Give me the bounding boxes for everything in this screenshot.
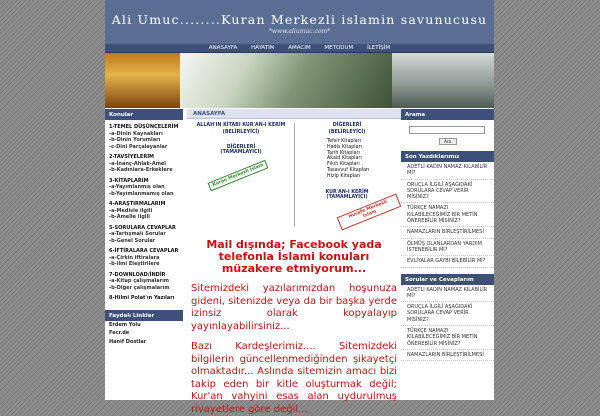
book-link[interactable]: Tasavvuf Kitapları [327,167,370,173]
topic-category [105,124,183,150]
stamp-hurafe-merkezli: Hurafe Merkezli İslam [337,194,402,231]
site-url[interactable]: *www.aliumuc.com* [268,28,331,35]
topic-category [105,154,183,174]
announcement-headline: Mail dışında; Facebook yada telefonla İslami konuları müzakere etmiyorum... [206,238,382,275]
category-link[interactable]: -a-Kitap çalışmalarım [109,278,169,284]
banner [105,53,494,108]
latest-post-link[interactable]: TÜRKÇE NAMAZI KILABİLECEĞİMİZ BİR METİN ÖNEREBİLİR MİSİNİZ? [401,203,494,227]
site-title[interactable]: Ali Umuc........Kuran Merkezli islamin savunucusu [111,12,488,27]
category-link[interactable]: -a-Tartışmalı Sorular [109,231,166,237]
book-right-title2: KUR'AN-I KERİM [325,189,369,195]
nav-metodum[interactable]: METODUM [324,45,354,51]
stamp-kuran-merkezli: Kuran Merkezli İslam [208,160,269,192]
book-link[interactable]: Akaid Kitapları [327,156,362,162]
latest-post-link[interactable]: NAMAZLARIN BİRLEŞTİRİLMESİ [401,227,494,238]
category-link[interactable]: -b-Diğer çalışmalarım [109,284,170,291]
qa-post-link[interactable]: ADETLİ KADIN NAMAZ KILABİLİR Mİ? [401,285,494,303]
paragraph-copy-permission: Sitemizdeki yazılarımızdan hoşunuza gideni, sitenizde veya da bir başka yerde izinsiz olarak kopyalayıp yayınlayabilirsiniz... [191,283,397,332]
books-diagram [187,119,401,231]
book-right-title: DİĞERLERİ [332,123,362,128]
book-right-sub2: (TAMAMLAYICI) [326,194,368,200]
links-header: Faydalı Linkler [105,310,183,321]
book-left-title2: DİĞERLERİ [226,145,256,150]
book-left-sub: (BELİRLEYİCİ) [222,130,260,135]
main-nav [105,44,494,53]
book-right-sub: (BELİRLEYİCİ) [328,130,366,135]
right-sidebar [401,109,494,400]
category-title[interactable]: 3-KİTAPLARIM [109,177,149,184]
qa-post-link[interactable]: ORUÇLA İLGİLİ AŞAĞIDAKİ SORULARA CEVAP VERİR MİSİNİZ? [401,302,494,326]
category-title[interactable]: 4-ARAŞTIRMALARIM [109,201,166,207]
qa-post-link[interactable]: TÜRKÇE NAMAZI KILABİLECEĞİMİZ BİR METİN ÖNEREBİLİR MİSİNİZ? [401,326,494,350]
book-col-right [297,123,397,200]
search-input[interactable] [409,126,485,134]
site-header [105,0,494,44]
category-title[interactable]: 5-SORULARA CEVAPLAR [109,224,176,231]
topic-category [105,178,183,198]
book-link[interactable]: Fıkıh Kitapları [327,162,360,168]
category-link[interactable]: -b-ilmi Eleştirilere [109,261,160,267]
quran-stand-image [105,53,180,108]
category-link[interactable]: -b-Dinin Yorumları [109,137,161,143]
link-fecr[interactable]: Fecr.de [109,330,130,336]
center-column [187,109,401,415]
search-button[interactable]: Ara [439,138,457,145]
category-title[interactable]: 7-DOWNLOAD/İNDİR [109,271,166,278]
book-right-links [327,139,397,180]
search-header: Arama [401,109,494,120]
book-divider [294,123,295,227]
category-link[interactable]: -b-Genel Sorular [109,237,156,244]
topic-category [105,295,183,302]
qa-header: Sorular ve Cevaplarım [401,274,494,285]
search-box [401,120,494,151]
latest-header: Son Yazdıklarımız [401,151,494,162]
left-sidebar [105,109,183,400]
nav-amacim[interactable]: AMACIM [288,45,311,51]
topic-category [105,225,183,245]
useful-links [105,310,183,347]
book-col-left [191,123,291,155]
topic-category [105,248,183,268]
nav-iletisim[interactable]: İLETİŞİM [367,45,391,51]
category-link[interactable]: -a-Dinin Kaynakları [109,130,163,137]
topic-category [105,272,183,292]
nav-anasayfa[interactable]: ANASAYFA [208,45,238,51]
link-erdem-yolu[interactable]: Erdem Yolu [109,321,141,328]
book-left-sub2: (TAMAMLAYICI) [220,150,262,155]
link-hanif-dostlar[interactable]: Hanif Dostlar [109,338,147,345]
latest-post-link[interactable]: EVLİYALAR GAYBI BİLEBİLİR Mİ? [401,256,494,267]
category-link[interactable]: -a-İnanç-Ahlak-Amel [109,160,167,167]
mist-image [392,53,494,108]
category-title[interactable]: 2-TAVSİYELERİM [109,154,155,160]
latest-post-link[interactable]: ADETLİ KADIN NAMAZ KILABİLİR Mİ? [401,162,494,180]
qa-posts [401,285,494,362]
topic-categories [105,124,183,302]
topics-header: Konular [105,109,183,120]
category-title[interactable]: 1-TEMEL DÜŞÜNCELERİM [109,124,179,130]
latest-post-link[interactable]: ORUÇLA İLGİLİ AŞAĞIDAKİ SORULARA CEVAP VERİR MİSİNİZ? [401,180,494,204]
page [105,0,494,415]
category-link[interactable]: -b-Amelle ilgili [109,214,150,220]
nav-hayatim[interactable]: HAYATIM [251,45,275,51]
category-link[interactable]: -c-Dini Parçalayanlar [109,143,168,150]
forest-image [180,53,392,108]
book-link[interactable]: Tarih Kitapları [327,150,360,156]
category-link[interactable]: -a-Çirkin iftiralara [109,254,160,261]
topic-category [105,201,183,221]
qa-post-link[interactable]: NAMAZLARIN BİRLEŞTİRİLMESİ [401,350,494,361]
category-link[interactable]: -b-Kadınlara-Erkeklere [109,167,173,173]
latest-posts [401,162,494,268]
book-link[interactable]: Hizip Kitapları [327,173,361,179]
paragraph-updates: Bazı Kardeşlerimiz.... Sitemizdeki bilgilerin güncellenmediğinden şikayetçi olmaktadır... Aslında sitemizin amacı bizi takip eden bir kitle oluşturmak değil; Kur'an vahyini esas alan uydurulmuş rivayetlere göre değil... [191,341,397,415]
category-link[interactable]: -a-Yayımlanmış olan [109,184,165,190]
book-link[interactable]: Hadis Kitapları [327,144,362,150]
book-left-title: ALLAH'IN KİTABI KUR'AN-I KERİM [196,123,286,128]
book-link[interactable]: Tefsir Kitapları [327,139,362,144]
category-title[interactable]: 8-Hilmi Polat'ın Yazıları [109,295,175,301]
category-title[interactable]: 6-İFTİRALARA CEVAPLAR [109,248,179,254]
category-link[interactable]: -b-Yayımlanmamış olan [109,190,174,197]
latest-post-link[interactable]: ÖLMÜŞ OLANLARDAN YARDIM İSTENEBİLİR Mİ? [401,239,494,257]
center-header: ANASAYFA [187,109,401,119]
main-content [105,109,494,415]
category-link[interactable]: -a-Medisle ilgili [109,207,153,214]
